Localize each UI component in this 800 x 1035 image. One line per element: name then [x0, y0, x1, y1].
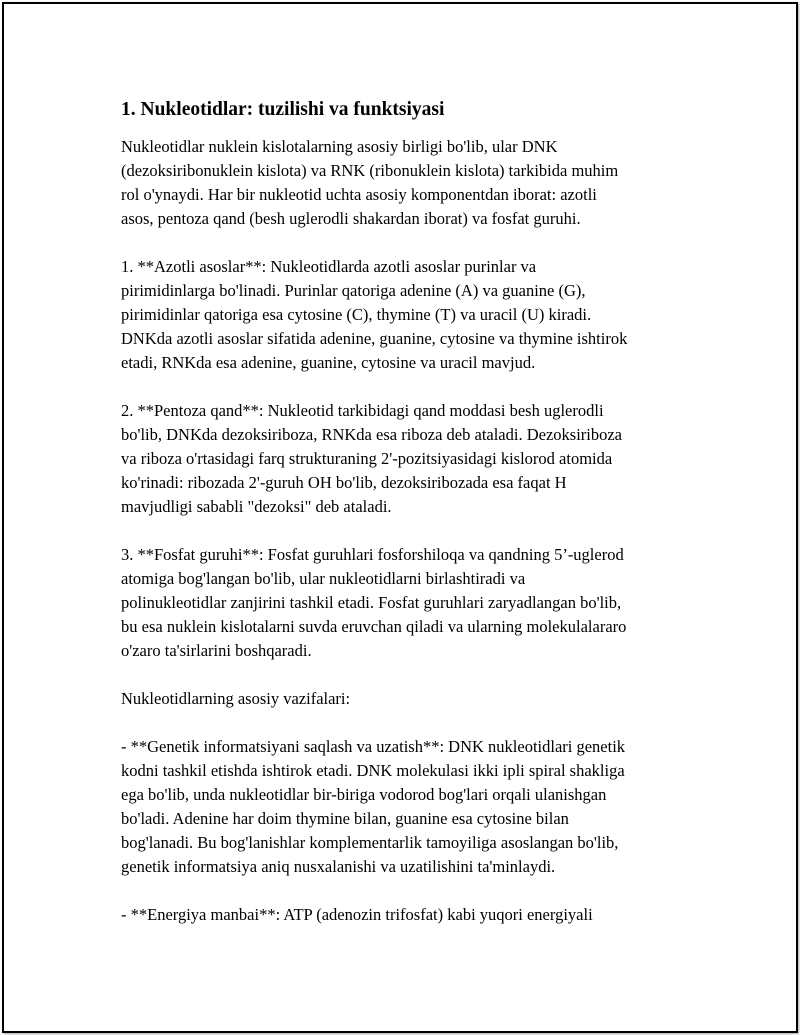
azotli-asoslar-paragraph: 1. **Azotli asoslar**: Nukleotidlarda azotli asoslar purinlar va pirimidinlarga bo'linadi. Purinlar qatoriga adenine (A) va guanine (G), pirimidinlar qatoriga esa cytosine (C), thymine (T) va uracil (U) kiradi. DNKda azotli asoslar sifatida adenine, guanine, cytosine va thymine ishtirok etadi, RNKda esa adenine, guanine, cytosine va uracil mavjud.	[121, 257, 628, 372]
fosfat-guruhi-paragraph: 3. **Fosfat guruhi**: Fosfat guruhlari fosforshiloqa va qandning 5’-uglerod atomiga bog'langan bo'lib, ular nukleotidlarni birlashtiradi va polinukleotidlar zanjirini tashkil etadi. Fosfat guruhlari zaryadlangan bo'lib, bu esa nuklein kislotalarni suvda eruvchan qiladi va ularning molekulalararo o'zaro ta'sirlarini boshqaradi.	[121, 545, 627, 660]
energiya-manbai-paragraph: - **Energiya manbai**: ATP (adenozin trifosfat) kabi yuqori energiyali	[121, 905, 593, 924]
page-frame	[2, 2, 798, 1033]
genetik-informatsiya-paragraph: - **Genetik informatsiyani saqlash va uzatish**: DNK nukleotidlari genetik kodni tashkil etishda ishtirok etadi. DNK molekulasi ikki ipli spiral shakliga ega bo'lib, unda nukleotidlar bir-biriga vodorod bog'lari orqali ulanishgan bo'ladi. Adenine har doim thymine bilan, guanine esa cytosine bilan bog'lanadi. Bu bog'lanishlar komplementarlik tamoyiliga asoslangan bo'lib, genetik informatsiya aniq nusxalanishi va uzatilishini ta'minlaydi.	[121, 737, 626, 876]
intro-paragraph: Nukleotidlar nuklein kislotalarning asosiy birligi bo'lib, ular DNK (dezoksiribonuklein kislota) va RNK (ribonuklein kislota) tarkibida muhim rol o'ynaydi. Har bir nukleotid uchta asosiy komponentdan iborat: azotli asos, pentoza qand (besh uglerodli shakardan iborat) va fosfat guruhi.	[121, 137, 619, 228]
document-title: 1. Nukleotidlar: tuzilishi va funktsiyasi	[121, 99, 445, 120]
document-body	[121, 97, 691, 951]
vazifalar-heading-paragraph: Nukleotidlarning asosiy vazifalari:	[121, 689, 351, 708]
pentoza-qand-paragraph: 2. **Pentoza qand**: Nukleotid tarkibidagi qand moddasi besh uglerodli bo'lib, DNKda dezoksiriboza, RNKda esa riboza deb ataladi. Dezoksiriboza va riboza o'rtasidagi farq strukturaning 2'-pozitsiyasidagi kislorod atomida ko'rinadi: ribozada 2'-guruh OH bo'lib, dezoksiribozada esa faqat H mavjudligi sababli "dezoksi" deb ataladi.	[121, 401, 623, 516]
